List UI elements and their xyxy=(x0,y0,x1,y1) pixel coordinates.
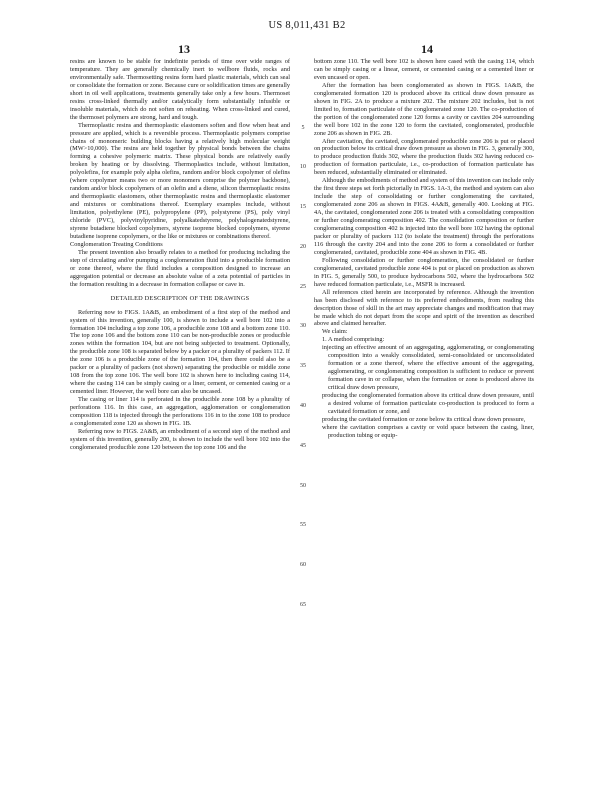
paragraph: All references cited herein are incorporated by reference. Although the invention has been disclosed with reference to its preferred embodiments, from reading this description those of skill in the art may appreciate changes and modification that may be made which do not depart from the scope and spirit of the invention as described above and claimed hereafter. xyxy=(314,288,534,328)
line-number: 5 xyxy=(301,125,305,131)
paragraph: The casing or liner 114 is perforated in the producible zone 108 by a plurality of perforations 116. In this case, an aggregation, agglomeration or conglomeration composition 118 is injected through the perforations 116 in to the zone 108 to produce a conglomerated zone 120 as shown in FIG. 1B. xyxy=(70,396,290,427)
line-number: 35 xyxy=(300,363,306,369)
claim-1-step-a: injecting an effective amount of an aggregating, agglomerating, or conglomerating composition into a weakly consolidated, semi-consolidated or unconsolidated formation or a zone thereof, where the effective amount of the aggregating, agglomerating, or conglomerating composition is sufficient to reduce or prevent formation cave in or collapse, when the formation or zone is produced above its critical draw down pressure, xyxy=(322,344,534,392)
line-number: 15 xyxy=(300,204,306,210)
paragraph: Following consolidation or further conglomeration, the consolidated or further conglomerated, cavitated producible zone 404 is put or placed on production as shown in FIG. 5, generally 500, to produce hydrocarbons 502, where the hydrocarbons 502 have reduced formation particulate, i.e., MSFR is increased. xyxy=(314,256,534,288)
line-number: 10 xyxy=(300,164,306,170)
subheading: Conglomeration Treating Conditions xyxy=(70,240,163,248)
claim-1-step-d: where the cavitation comprises a cavity or void space between the casing, liner, production tubing or equip- xyxy=(322,423,534,439)
claim-1-step-c: producing the cavitated formation or zone below its critical draw down pressure, xyxy=(322,415,526,423)
line-number: 65 xyxy=(300,602,306,608)
paragraph: Referring now to FIGS. 2A&B, an embodiment of a second step of the method and system of this invention, generally 200, is shown to include the well bore 102 into the conglomerated producible zone 120 between the top zone 106 and the xyxy=(70,427,290,451)
line-number: 55 xyxy=(300,522,306,528)
paragraph: Thermoplastic resins and thermoplastic elastomers soften and flow when heat and pressure are applied, which is a reversible process. Thermoplastic polymers comprise chains of monomeric building blocks having a relatively high molecular weight (MW>10,000). The resins are held together by physical bonds between the chains forming a cohesive polymeric matrix. These physical bonds are relatively easily broken by heating or by dissolving. Thermoplastics include, without limitation, polyolefins, for example poly alpha olefins, random and/or block copolymer of olefins (where copolymer means two or more monomers comprise the polymer backbone), random and/or block copolymers of an olefin and a diene, silicon thermoplastic resins and thermoplastic elastomers, other thermoplastic resins and thermoplastic elastomer and mixtures or combinations thereof. Exemplary examples include, without limitation, polyethylene (PE), polypropylene (PP), polystyrene (PS), poly vinyl chloride (PVC), polyvinylpyridine, polyalkatedstyrene, polyhalogenatedstyrene, styrene butadiene blocked copolymers, styrene isoprene blocked copolymers, styrene butadiene isoprene copolymers, or the like or mixtures or combinations thereof. xyxy=(70,121,290,240)
line-number: 30 xyxy=(300,323,306,329)
line-number: 40 xyxy=(300,403,306,409)
paragraph: resins are known to be stable for indefinite periods of time over wide ranges of temperature. They are generally chemically inert to wellbore fluids, rocks and environmentally safe. Thermosetting resins form hard plastic materials, which can seal or consolidate the formation or zone. Because cure or solidification times are generally short in oil well applications, treatments generally take only a few hours. Thermoset resins cross-linked thermally and/or catalytically form substantially infusible or insoluble materials, which do not soften on reheating. When cross-linked and cured, the thermoset polymers are strong, hard and tough. xyxy=(70,58,290,121)
claim-1: 1. A method comprising: xyxy=(322,336,385,344)
line-number: 60 xyxy=(300,562,306,568)
patent-number-header: US 8,011,431 B2 xyxy=(268,20,346,31)
page-number-left: 13 xyxy=(178,42,190,56)
paragraph: Referring now to FIGS. 1A&B, an embodiment of a first step of the method and system of this invention, generally 100, is shown to include a well bore 102 into a formation 104 including a top zone 106, a producible zone 108 and a bottom zone 110. The top zone 106 and the bottom zone 110 can be non-producible zones or producible zones within the formation 104, but are not being subjected to treatment. Optionally, the producible zone 108 is separated below by a packer or a plurality of packers 112. If the zone 106 is a producible zone of the formation 104, then there could also be a packer or a plurality of packers (not shown) separating the producible or middle zone 108 from the top zone 106. The well bore 102 is shown here to including casing 114, where the casing 114 can be simply casing or a liner, cement, or cemented casing or a cemented liner. However, the well bore can also be uncased. xyxy=(70,308,290,396)
line-number: 50 xyxy=(300,483,306,489)
right-column xyxy=(314,58,534,440)
paragraph: After the formation has been conglomerated as shown in FIGS. 1A&B, the conglomerated formation 120 is produced above its critical draw down pressure as shown in FIG. 2A to produce a mixture 202. The mixture 202 includes, but is not limited to, formation particulate of the conglomerated zone 120. The co-production of the portion of the conglomerated zone 120 forms a cavity or cavities 204 surrounding the well bore 102 in the zone 120 to form the cavitated, conglomerated, producible zone 206 as shown in FIG. 2B. xyxy=(314,81,534,137)
section-title: DETAILED DESCRIPTION OF THE DRAWINGS xyxy=(110,294,250,302)
paragraph: The present invention also broadly relates to a method for producing including the step of circulating and/or pumping a conglomeration fluid into a producible formation or zone thereof, where the fluid includes a composition designed to increase an aggregation potential or decrease an absolute value of a zeta potential of particles in the formation resulting in a decrease in formation collapse or cave in. xyxy=(70,248,290,288)
paragraph: After cavitation, the cavitated, conglomerated producible zone 206 is put or placed on production below its critical draw down pressure as shown in FIG. 3, generally 300, to produce production fluids 302, where the production fluids 302 having reduced co-production of formation particulate, i.e., co-production of formation particulate has been reduced, substantially eliminated or eliminated. xyxy=(314,137,534,177)
line-number: 25 xyxy=(300,284,306,290)
paragraph: Although the embodiments of method and system of this invention can include only the first three steps set forth pictorially in FIGS. 1A-3, the method and system can also include the step of consolidating or further conglomerating the cavitated, conglomerated zone 206 as shown in FIGS. 4A&B, generally 400. Looking at FIG. 4A, the cavitated, conglomerated zone 206 is treated with a consolidating composition or further conglomerating composition 402. The consolidation composition or further conglomerating composition 402 is injected into the well bore 102 having the optional packer or plurality of packers 112 (to isolate the treatment) through the perforations 116 through the cavity 204 and into the zone 206 to form a consolidated or further conglomerated, cavitated, producible zone 404 as shown in FIG. 4B. xyxy=(314,177,534,256)
claims-title: We claim: xyxy=(322,328,348,336)
paragraph: bottom zone 110. The well bore 102 is shown here cased with the casing 114, which can be simply casing or a linear, cement, or cemented casing or a cemented liner or even uncased or open. xyxy=(314,58,534,81)
left-column xyxy=(70,58,290,452)
page-number-right: 14 xyxy=(421,42,433,56)
claim-1-step-b: producing the conglomerated formation above its critical draw down pressure, until a desired volume of formation particulate co-production is produced to form a cavitated formation or zone, and xyxy=(322,392,534,415)
line-number: 45 xyxy=(300,443,306,449)
line-number: 20 xyxy=(300,244,306,250)
